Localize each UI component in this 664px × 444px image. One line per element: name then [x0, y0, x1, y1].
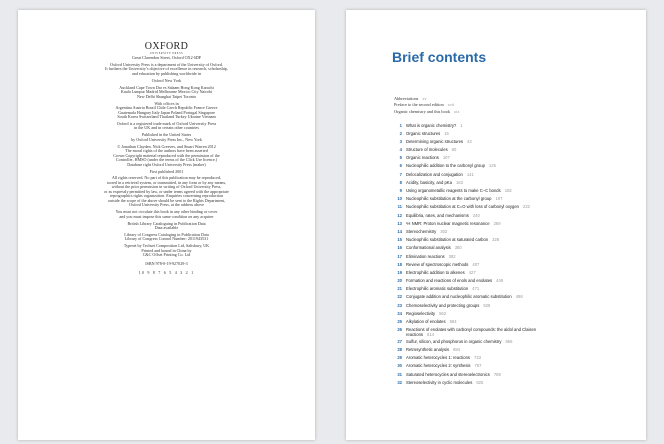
chapter-page: 80 — [451, 147, 457, 153]
front-matter-label: Preface to the second edition — [394, 102, 444, 108]
chapter-item[interactable] — [394, 139, 614, 147]
contents-page — [346, 10, 646, 440]
chapter-title: Aromatic heterocycles 2: synthesis — [406, 363, 471, 369]
chapter-title: Stereoselectivity in cyclic molecules — [406, 379, 473, 385]
chapter-page: 498 — [515, 294, 523, 300]
chapter-text — [406, 156, 450, 161]
chapter-text — [406, 287, 479, 292]
chapter-text — [406, 348, 460, 353]
chapter-item[interactable] — [394, 319, 614, 327]
chapter-number: 22 — [397, 294, 402, 300]
page-title: Brief contents — [392, 49, 487, 65]
copyright-line: British Library Cataloguing in Publication Data — [127, 220, 206, 226]
copyright-line: C&C Offset Printing Co. Ltd — [142, 252, 191, 258]
front-matter-item[interactable] — [394, 109, 460, 115]
chapter-title: Chemoselectivity and protecting groups — [406, 302, 480, 308]
chapter-text — [406, 246, 462, 251]
chapter-page: 360 — [454, 245, 462, 251]
chapter-title: Delocalization and conjugation — [406, 171, 463, 177]
copyright-line: Great Clarendon Street, Oxford OX2 6DP — [132, 55, 201, 60]
chapter-page: 141 — [466, 171, 474, 177]
copyright-line: New Delhi Shanghai Taipei Toronto — [136, 93, 197, 99]
chapter-number: 13 — [397, 220, 402, 226]
copyright-line: Published in the United States — [141, 132, 192, 138]
front-matter-list — [394, 96, 460, 115]
chapter-page: 382 — [448, 253, 456, 259]
chapter-item[interactable] — [394, 245, 614, 253]
copyright-line: Library of Congress Control Number: 2011943531 — [124, 236, 209, 242]
chapter-title: Nucleophilic substitution at C=O with loss of carbonyl oxygen — [406, 204, 520, 210]
chapter-text — [406, 164, 496, 169]
chapter-page: 427 — [468, 269, 476, 275]
chapter-text — [406, 140, 472, 145]
chapter-item[interactable] — [394, 188, 614, 196]
copyright-line: It furthers the University’s objective of excellence in research, scholarship, — [105, 66, 228, 72]
chapter-number: 14 — [397, 228, 402, 234]
copyright-lines — [38, 56, 295, 258]
chapter-number: 25 — [397, 319, 402, 324]
chapter-page: 723 — [474, 355, 482, 361]
chapter-text — [406, 148, 456, 153]
copyright-line: © Jonathan Clayden, Nick Greeves, and Stuart Warren 2012 — [117, 143, 216, 149]
chapter-title: Stereochemistry — [406, 228, 437, 234]
chapter-page: 125 — [488, 163, 496, 169]
chapter-list — [394, 123, 614, 388]
chapter-title: Acidity, basicity, and pKa — [406, 179, 452, 185]
chapter-text — [406, 312, 446, 317]
chapter-number: 10 — [397, 196, 402, 202]
chapter-title: Formation and reactions of enols and enolates — [406, 278, 493, 284]
chapter-item[interactable] — [394, 347, 614, 355]
chapter-item[interactable] — [394, 363, 614, 371]
chapter-title: Conjugate addition and nucleophilic aromatic substitution — [406, 294, 512, 300]
chapter-item[interactable] — [394, 355, 614, 363]
chapter-number: 28 — [397, 346, 402, 352]
copyright-line: All rights reserved. No part of this publication may be reproduced, — [111, 175, 222, 181]
chapter-item[interactable] — [394, 254, 614, 262]
front-matter-page: xvii — [447, 102, 455, 108]
chapter-text — [406, 255, 456, 260]
copyright-line: Typeset by Techset Composition Ltd, Salisbury, UK — [123, 243, 210, 249]
chapter-text — [406, 181, 463, 186]
copyright-line: Printed and bound in China by — [141, 247, 192, 253]
chapter-item[interactable] — [394, 147, 614, 155]
chapter-number: 17 — [397, 253, 402, 259]
copyright-line: Oxford is a registered trade mark of Oxford University Press — [116, 120, 217, 126]
copyright-line: Auckland Cape Town Dar es Salaam Hong Kong Karachi — [119, 84, 214, 90]
copyright-line: Library of Congress Cataloging in Publication Data — [124, 231, 209, 237]
chapter-number: 7 — [399, 171, 402, 177]
copyright-line: without the prior permission in writing of Oxford University Press, — [111, 184, 222, 190]
chapter-text — [406, 263, 479, 268]
chapter-item[interactable] — [394, 213, 614, 221]
chapter-item[interactable] — [394, 294, 614, 302]
copyright-line: Argentina Austria Brazil Chile Czech Republic France Greece — [115, 105, 218, 111]
chapter-page: 614 — [427, 331, 434, 337]
chapter-number: 4 — [399, 147, 402, 153]
chapter-item[interactable] — [394, 221, 614, 229]
chapter-title: Regioselectivity — [406, 310, 436, 316]
oxford-logo-subtext: UNIVERSITY PRESS — [149, 52, 184, 55]
chapter-number: 15 — [397, 237, 402, 243]
chapter-title: Nucleophilic addition to the carbonyl group — [406, 163, 485, 169]
chapter-title: Sulfur, silicon, and phosphorus in organic chemistry — [406, 338, 502, 344]
chapter-number: 26 — [397, 327, 402, 333]
chapter-title: Alkylation of enolates — [406, 319, 446, 324]
chapter-text — [406, 205, 530, 210]
chapter-page: 15 — [444, 130, 449, 136]
chapter-number: 19 — [397, 269, 402, 275]
copyright-line: The moral rights of the authors have been asserted — [125, 148, 208, 154]
chapter-item[interactable] — [394, 204, 614, 212]
copyright-line: or as expressly permitted by law, or under terms agreed with the appropriate — [104, 188, 229, 194]
chapter-number: 6 — [399, 163, 402, 169]
copyright-line: South Korea Switzerland Thailand Turkey Ukraine Vietnam — [117, 113, 216, 119]
chapter-page: 789 — [493, 371, 501, 377]
chapter-item[interactable] — [394, 163, 614, 171]
chapter-item[interactable] — [394, 372, 614, 380]
chapter-number: 3 — [399, 138, 402, 144]
chapter-title: Equilibria, rates, and mechanisms — [406, 212, 469, 218]
chapter-title: Conformational analysis — [406, 245, 451, 251]
chapter-item[interactable] — [394, 229, 614, 237]
chapter-number: 18 — [397, 261, 402, 267]
chapter-title: Determining organic structures — [406, 138, 464, 144]
chapter-number: 23 — [397, 302, 402, 308]
chapter-item[interactable] — [394, 131, 614, 139]
chapter-page: 528 — [483, 302, 491, 308]
chapter-item[interactable] — [394, 262, 614, 270]
chapter-page: 107 — [442, 155, 450, 161]
front-matter-label: Abbreviations — [394, 96, 419, 101]
chapter-title: Using organometallic reagents to make C–C bonds — [406, 188, 501, 193]
copyright-line: stored in a retrieval system, or transmitted, in any form or by any means, — [106, 179, 227, 185]
copyright-line: Oxford University Press is a department of the University of Oxford. — [110, 61, 223, 67]
chapter-title: Nucleophilic substitution at the carbonyl group — [406, 196, 492, 202]
chapter-number: 9 — [399, 188, 402, 193]
chapter-number: 21 — [397, 286, 402, 292]
chapter-text — [406, 132, 449, 137]
chapter-text — [406, 173, 474, 178]
chapter-page: 302 — [440, 228, 448, 234]
copyright-line: Database right Oxford University Press (maker) — [127, 161, 206, 167]
chapter-text — [406, 238, 499, 243]
chapter-text — [406, 356, 481, 361]
chapter-text — [406, 381, 483, 386]
copyright-line: outside the scope of the above should be sent to the Rights Department, — [107, 197, 226, 203]
chapter-title-continued: reactions — [406, 331, 423, 337]
copyright-line: Crown Copyright material reproduced with the permission of the — [113, 152, 220, 158]
chapter-page: 182 — [504, 188, 512, 193]
chapter-item[interactable] — [394, 155, 614, 163]
chapter-page: 471 — [472, 286, 480, 292]
chapter-item[interactable] — [394, 311, 614, 319]
chapter-item[interactable] — [394, 286, 614, 294]
chapter-page: 449 — [496, 278, 504, 284]
copyright-line: and education by publishing worldwide in — [131, 70, 201, 76]
chapter-text — [406, 364, 481, 369]
chapter-page: 240 — [472, 212, 480, 218]
chapter-page: 197 — [495, 196, 503, 202]
copyright-line: reprographics rights organization. Enquiries concerning reproduction — [109, 193, 224, 199]
chapter-text — [406, 295, 523, 300]
copyright-line: First published 2001 — [149, 168, 184, 174]
chapter-title: Organic reactions — [406, 155, 439, 161]
chapter-number: 5 — [399, 155, 402, 161]
chapter-number: 16 — [397, 245, 402, 251]
copyright-line: by Oxford University Press Inc., New York — [131, 136, 202, 142]
chapter-title: ¹H NMR: Proton nuclear magnetic resonance — [406, 220, 490, 226]
chapter-text — [406, 214, 480, 219]
chapter-number: 8 — [399, 179, 402, 185]
copyright-line: Oxford New York — [151, 77, 182, 83]
chapter-page: 43 — [467, 138, 472, 144]
chapter-title: What is organic chemistry? — [406, 122, 457, 128]
front-matter-label: Organic chemistry and this book — [394, 108, 451, 114]
chapter-title: Elimination reactions — [406, 253, 445, 259]
chapter-page: 694 — [453, 346, 461, 352]
chapter-number: 32 — [397, 379, 402, 385]
front-matter-page: xix — [454, 108, 460, 114]
chapter-number: 31 — [397, 371, 402, 377]
chapter-text — [406, 222, 501, 227]
copyright-line: Oxford University Press, at the address above — [129, 202, 204, 208]
chapter-page: 163 — [455, 179, 463, 185]
chapter-page: 757 — [474, 363, 482, 369]
chapter-title: Electrophilic addition to alkenes — [406, 269, 465, 275]
chapter-page: 407 — [472, 261, 480, 267]
chapter-number: 2 — [399, 130, 402, 136]
chapter-item[interactable] — [394, 172, 614, 180]
chapter-title: Retrosynthetic analysis — [406, 346, 450, 352]
copyright-line: With offices in — [154, 100, 179, 106]
copyright-line: in the UK and in certain other countries — [134, 125, 199, 131]
chapter-item[interactable] — [394, 327, 614, 339]
chapter-text — [406, 230, 447, 235]
chapter-page: 584 — [449, 319, 457, 324]
chapter-item[interactable] — [394, 339, 614, 347]
chapter-number: 24 — [397, 310, 402, 316]
chapter-page: 656 — [505, 338, 513, 344]
chapter-text — [406, 189, 512, 194]
copyright-line: and you must impose this same condition on any acquirer — [119, 213, 214, 219]
chapter-title: Organic structures — [406, 130, 441, 136]
chapter-title: Reactions of enolates with carbonyl compounds: the aldol and Claisen — [406, 327, 537, 333]
chapter-text — [406, 320, 457, 325]
chapter-number: 29 — [397, 355, 402, 361]
chapter-page: 269 — [493, 220, 501, 226]
chapter-number: 27 — [397, 338, 402, 344]
chapter-text — [406, 197, 502, 202]
chapter-title: Aromatic heterocycles 1: reactions — [406, 355, 471, 361]
chapter-title: Saturated heterocycles and stereoelectronics — [406, 371, 490, 377]
chapter-item[interactable] — [394, 123, 614, 131]
isbn: ISBN 978-0-19-927029-3 — [145, 260, 188, 266]
chapter-item[interactable] — [394, 237, 614, 245]
copyright-line: Data available — [154, 225, 179, 230]
chapter-title: Structure of molecules — [406, 147, 448, 153]
copyright-line: Controller, HMSO (under the terms of the Click Use licence.) — [115, 157, 218, 163]
copyright-page — [18, 10, 315, 440]
chapter-page: 562 — [439, 310, 447, 316]
copyright-line: You must not circulate this book in any other binding or cover — [115, 209, 218, 215]
chapter-number: 12 — [397, 212, 402, 218]
chapter-title: Electrophilic aromatic substitution — [406, 286, 469, 292]
chapter-text — [406, 271, 476, 276]
chapter-text — [406, 328, 536, 337]
chapter-item[interactable] — [394, 303, 614, 311]
chapter-number: 20 — [397, 278, 402, 284]
chapter-page: 825 — [476, 379, 484, 385]
front-matter-page: xv — [422, 96, 427, 101]
chapter-number: 30 — [397, 363, 402, 369]
chapter-text — [406, 373, 501, 378]
chapter-text — [406, 304, 490, 309]
chapter-page: 328 — [492, 237, 500, 243]
chapter-text — [406, 279, 503, 284]
chapter-page: 1 — [460, 122, 463, 128]
copyright-line: Guatemala Hungary Italy Japan Poland Portugal Singapore — [118, 109, 215, 115]
chapter-item[interactable] — [394, 270, 614, 278]
chapter-item[interactable] — [394, 380, 614, 388]
chapter-title: Review of spectroscopic methods — [406, 261, 469, 267]
chapter-page: 222 — [523, 204, 531, 210]
chapter-item[interactable] — [394, 180, 614, 188]
print-numbers: 10 9 8 7 6 5 4 3 2 1 — [138, 270, 195, 276]
chapter-text — [406, 340, 512, 345]
chapter-text — [406, 124, 463, 129]
chapter-item[interactable] — [394, 278, 614, 286]
copyright-block — [38, 42, 295, 276]
chapter-item[interactable] — [394, 196, 614, 204]
chapter-title: Nucleophilic substitution at saturated carbon — [406, 237, 489, 243]
chapter-number: 11 — [397, 204, 402, 210]
copyright-line: Kuala Lumpur Madrid Melbourne Mexico City Nairobi — [120, 89, 213, 95]
oxford-logo: OXFORD — [144, 41, 189, 52]
chapter-number: 1 — [399, 122, 402, 128]
